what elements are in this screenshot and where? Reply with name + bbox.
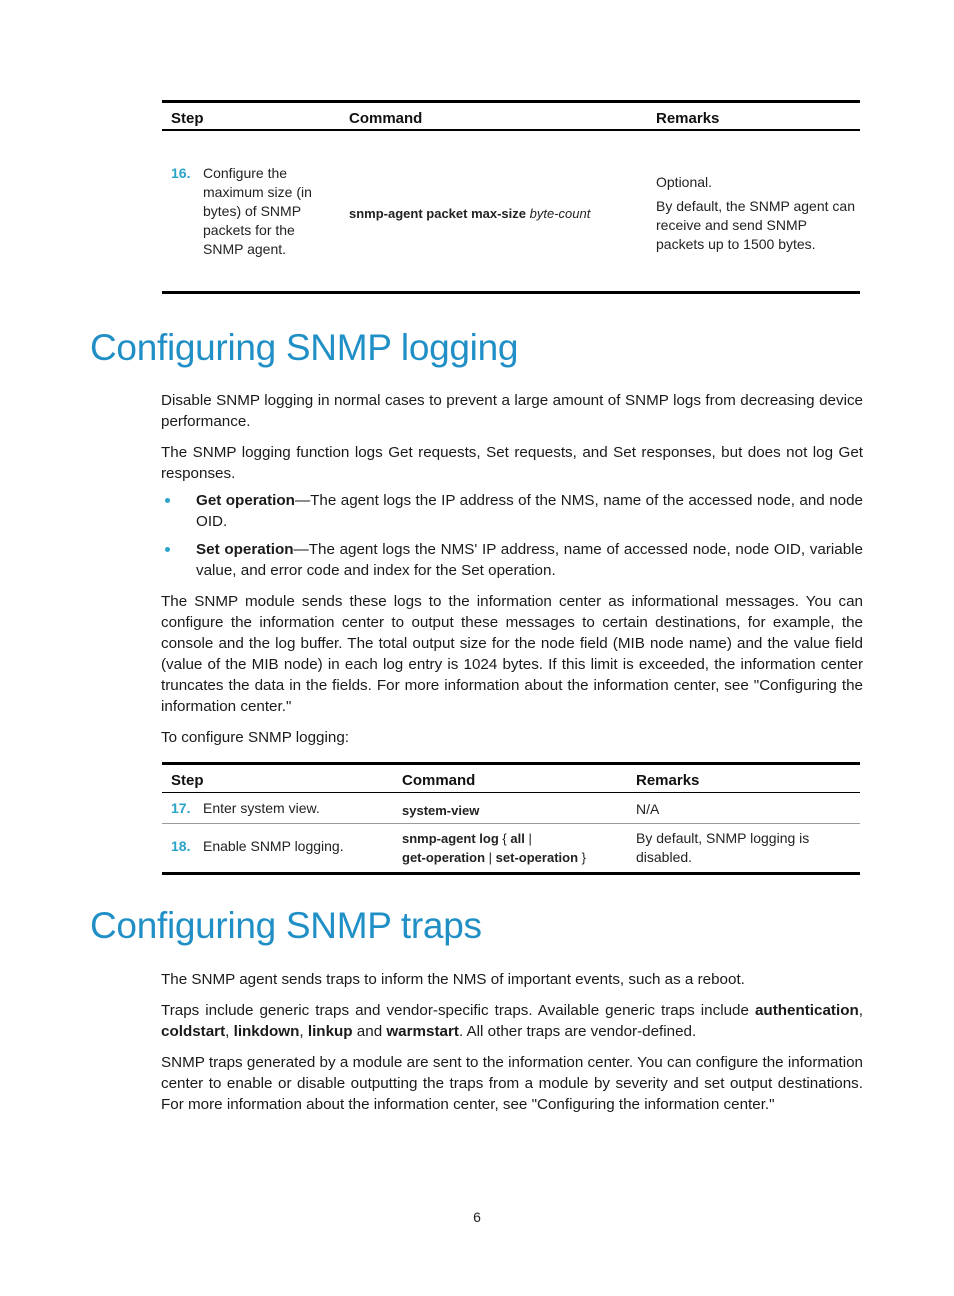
section-title-snmp-logging: Configuring SNMP logging bbox=[90, 327, 519, 368]
command-cell: system-view bbox=[402, 803, 480, 818]
table-top-rule bbox=[162, 762, 860, 765]
bullet-icon bbox=[165, 547, 170, 552]
remark-cell: N/A bbox=[636, 801, 660, 817]
step-number: 18. bbox=[171, 838, 191, 854]
bullet-icon bbox=[165, 498, 170, 503]
paragraph-module-sends-logs: The SNMP module sends these logs to the information center as informational messages. You can configure the information center to output these messages to certain destinations, for example, the console and the log buffer. The total output size for the node field (MIB node name) and the value field (value of the MIB node) in each log entry is 1024 bytes. If this limit is exceeded, the information center truncates the data in the fields. For more information about the information center, see "Configuring the information center." bbox=[161, 593, 863, 715]
table-snmp-logging bbox=[162, 762, 860, 878]
remark-cell: By default, SNMP logging is disabled. bbox=[636, 830, 810, 865]
row-divider bbox=[162, 823, 860, 824]
table-top-rule bbox=[162, 100, 860, 103]
bullet-get-operation: Get operation—The agent logs the IP address of the NMS, name of the accessed node, and node OID. bbox=[196, 492, 863, 530]
section-title-snmp-traps: Configuring SNMP traps bbox=[90, 905, 482, 946]
command-cell: snmp-agent log { all | get-operation | set-operation } bbox=[402, 831, 586, 865]
header-rule bbox=[162, 129, 860, 131]
command-cell: snmp-agent packet max-size byte-count bbox=[349, 206, 591, 221]
header-step: Step bbox=[171, 110, 204, 127]
header-rule bbox=[162, 792, 860, 793]
remark-optional: Optional. bbox=[656, 174, 713, 190]
paragraph-logging-function: The SNMP logging function logs Get requests, Set requests, and Set responses, but does not log Get responses. bbox=[161, 444, 863, 482]
table-bottom-rule bbox=[162, 872, 860, 875]
paragraph-agent-sends-traps: The SNMP agent sends traps to inform the NMS of important events, such as a reboot. bbox=[161, 971, 745, 988]
paragraph-to-configure: To configure SNMP logging: bbox=[161, 729, 349, 746]
step-description: Configure the maximum size (in bytes) of SNMP packets for the SNMP agent. bbox=[203, 165, 312, 257]
table-snmp-packet-size bbox=[162, 100, 860, 296]
step-description: Enable SNMP logging. bbox=[203, 838, 344, 854]
paragraph-disable-logging: Disable SNMP logging in normal cases to prevent a large amount of SNMP logs from decreasing device performance. bbox=[161, 392, 863, 430]
header-command: Command bbox=[402, 772, 476, 789]
bullet-set-operation: Set operation—The agent logs the NMS' IP address, name of accessed node, node OID, variable value, and error code and index for the Set operation. bbox=[196, 541, 863, 579]
step-number: 16. bbox=[171, 165, 191, 181]
remark-default: By default, the SNMP agent can receive and send SNMP packets up to 1500 bytes. bbox=[656, 198, 855, 252]
step-description: Enter system view. bbox=[203, 800, 320, 816]
header-step: Step bbox=[171, 772, 204, 789]
table-bottom-rule bbox=[162, 291, 860, 294]
header-remarks: Remarks bbox=[636, 772, 700, 789]
step-number: 17. bbox=[171, 800, 191, 816]
page-number: 6 bbox=[473, 1209, 481, 1225]
header-command: Command bbox=[349, 110, 423, 127]
paragraph-trap-types: Traps include generic traps and vendor-specific traps. Available generic traps include authentication, coldstart, linkdown, linkup and warmstart. All other traps are vendor-defined. bbox=[161, 1002, 863, 1040]
paragraph-traps-info-center: SNMP traps generated by a module are sent to the information center. You can configure the information center to enable or disable outputting the traps from a module by severity and set output destinations. For more information about the information center, see "Configuring the information center." bbox=[161, 1054, 863, 1113]
header-remarks: Remarks bbox=[656, 110, 720, 127]
